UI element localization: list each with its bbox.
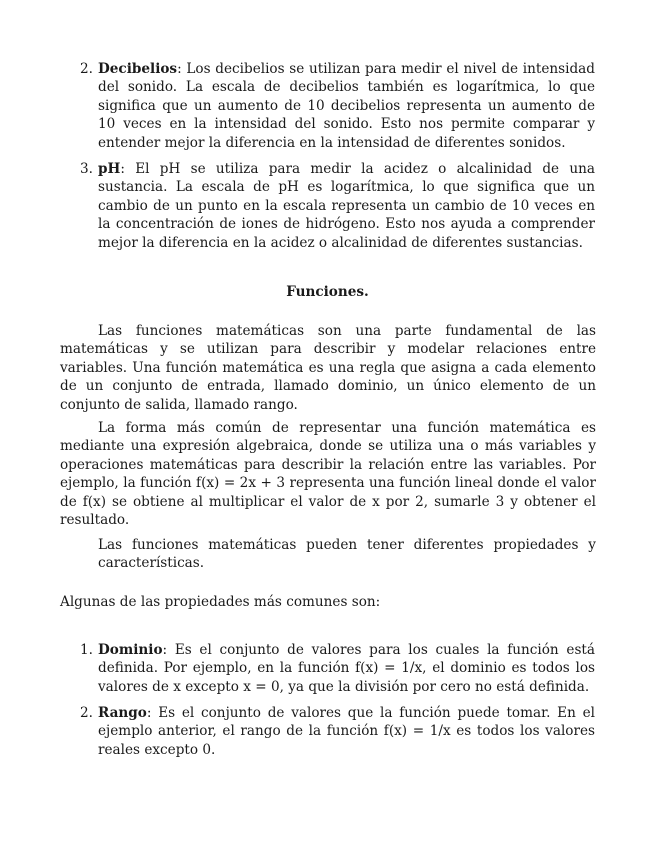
list-term: pH: [98, 161, 121, 177]
list-number: 2.: [80, 61, 93, 77]
list-item-rango: [80, 704, 595, 759]
list-item-body: [98, 641, 595, 696]
list-text: : Los decibelios se utilizan para medir el nivel de intensidad del sonido. La escala de decibelios también es logarítmica, lo que significa que un aumento de 10 decibelios representa un aumento de 10 veces en la intensidad del sonido. Esto nos permite comparar y entender mejor la diferencia en la intensidad de diferentes sonidos.: [98, 61, 595, 151]
list-item-decibelios: [80, 60, 595, 152]
paragraph-properties-intro: Las funciones matemáticas pueden tener diferentes propiedades y características.: [98, 537, 596, 572]
list-text: : El pH se utiliza para medir la acidez o alcalinidad de una sustancia. La escala de pH es logarítmica, lo que significa que un cambio de un punto en la escala representa un cambio de 10 veces en la concentración de iones de hidrógeno. Esto nos ayuda a comprender mejor la diferencia en la acidez o alcalinidad de diferentes sustancias.: [98, 161, 595, 251]
list-item-dominio: [80, 641, 595, 696]
list-item-body: [98, 60, 595, 152]
paragraph-intro: Las funciones matemáticas son una parte fundamental de las matemáticas y se utilizan para describir y modelar relaciones entre variables. Una función matemática es una regla que asigna a cada elemento de un conjunto de entrada, llamado dominio, un único elemento de un conjunto de salida, llamado rango.: [60, 323, 596, 413]
paragraph-properties-lead: Algunas de las propiedades más comunes son:: [60, 594, 381, 610]
section-heading: Funciones.: [286, 284, 369, 300]
list-item-body: [98, 160, 595, 252]
list-number: 1.: [80, 642, 93, 658]
list-text: : Es el conjunto de valores para los cuales la función está definida. Por ejemplo, en la función f(x) = 1/x, el dominio es todos los valores de x excepto x = 0, ya que la división por cero no está definida.: [98, 642, 595, 695]
list-number: 3.: [80, 161, 93, 177]
list-term: Decibelios: [98, 61, 178, 77]
list-item-body: [98, 704, 595, 759]
paragraph-representation: La forma más común de representar una función matemática es mediante una expresión algebraica, donde se utiliza una o más variables y operaciones matemáticas para describir la relación entre las variables. Por ejemplo, la función f(x) = 2x + 3 representa una función lineal donde el valor de f(x) se obtiene al multiplicar el valor de x por 2, sumarle 3 y obtener el resultado.: [60, 420, 596, 529]
list-number: 2.: [80, 705, 93, 721]
list-item-ph: [80, 160, 595, 252]
list-text: : Es el conjunto de valores que la función puede tomar. En el ejemplo anterior, el rango de la función f(x) = 1/x es todos los valores reales excepto 0.: [98, 705, 595, 758]
list-term: Rango: [98, 705, 147, 721]
list-term: Dominio: [98, 642, 163, 658]
